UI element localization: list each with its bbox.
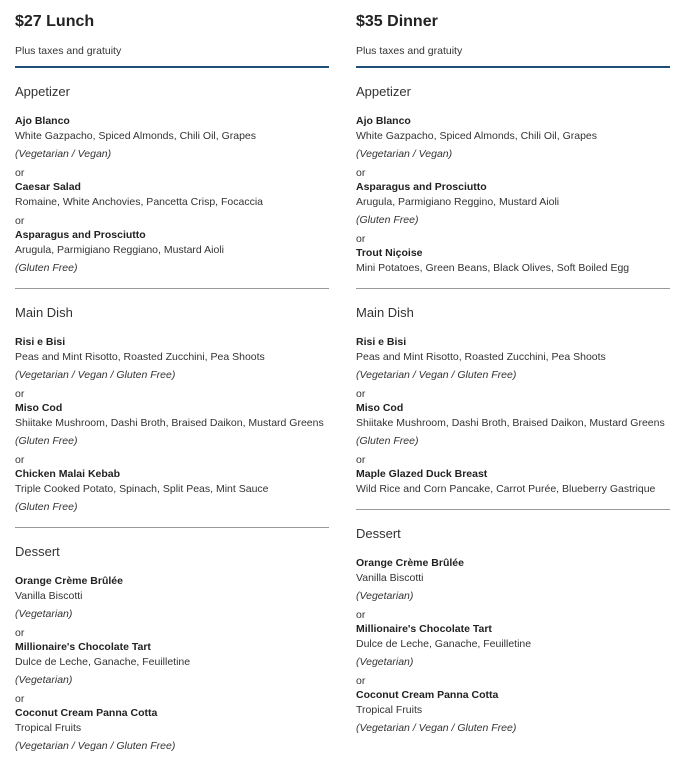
section-title: Dessert	[15, 544, 60, 559]
item-name: Coconut Cream Panna Cotta	[356, 689, 499, 701]
menu-item	[356, 467, 670, 497]
section-title: Appetizer	[15, 84, 70, 99]
menu-item	[356, 246, 670, 276]
or-separator: or	[356, 167, 366, 179]
item-description: Peas and Mint Risotto, Roasted Zucchini, Pea Shoots	[356, 351, 606, 363]
item-name: Risi e Bisi	[15, 336, 66, 348]
menu-item	[356, 688, 670, 736]
item-description: Wild Rice and Corn Pancake, Carrot Purée, Blueberry Gastrique	[356, 483, 656, 495]
section-title: Main Dish	[356, 305, 414, 320]
item-description: Shiitake Mushroom, Dashi Broth, Braised Daikon, Mustard Greens	[15, 417, 324, 429]
item-diet-note: (Gluten Free)	[15, 501, 78, 513]
item-description: Dulce de Leche, Ganache, Feuilletine	[356, 638, 532, 650]
section-main-dish	[15, 289, 329, 528]
item-name: Maple Glazed Duck Breast	[356, 468, 488, 480]
menu-title: $27 Lunch	[15, 13, 95, 30]
item-description: Arugula, Parmigiano Reggiano, Mustard Aioli	[15, 244, 224, 256]
item-name: Millionaire's Chocolate Tart	[356, 623, 492, 635]
item-description: Shiitake Mushroom, Dashi Broth, Braised Daikon, Mustard Greens	[356, 417, 665, 429]
menu-item	[15, 706, 329, 754]
item-name: Orange Crème Brûlée	[15, 575, 123, 587]
item-name: Miso Cod	[356, 402, 404, 414]
item-name: Orange Crème Brûlée	[356, 557, 464, 569]
lunch-menu-column	[15, 0, 329, 766]
menu-item	[15, 335, 329, 383]
section-title: Dessert	[356, 526, 401, 541]
item-description: Mini Potatoes, Green Beans, Black Olives, Soft Boiled Egg	[356, 262, 630, 274]
or-separator: or	[356, 609, 366, 621]
item-diet-note: (Vegetarian / Vegan)	[15, 148, 112, 160]
or-separator: or	[356, 388, 366, 400]
item-name: Asparagus and Prosciutto	[15, 229, 146, 241]
item-diet-note: (Vegetarian / Vegan / Gluten Free)	[15, 740, 176, 752]
section-appetizer	[356, 68, 670, 289]
menu-item	[356, 556, 670, 604]
menu-item	[15, 640, 329, 688]
item-description: White Gazpacho, Spiced Almonds, Chili Oil, Grapes	[356, 130, 598, 142]
item-name: Ajo Blanco	[356, 115, 411, 127]
menu-item	[15, 401, 329, 449]
section-appetizer	[15, 68, 329, 289]
section-dessert	[356, 510, 670, 748]
item-name: Trout Niçoise	[356, 247, 423, 259]
menu-item	[356, 335, 670, 383]
or-separator: or	[15, 454, 25, 466]
or-separator: or	[356, 675, 366, 687]
menu-item	[15, 114, 329, 162]
menu-subtitle: Plus taxes and gratuity	[356, 45, 463, 57]
item-description: White Gazpacho, Spiced Almonds, Chili Oil, Grapes	[15, 130, 257, 142]
item-name: Chicken Malai Kebab	[15, 468, 121, 480]
item-diet-note: (Vegetarian / Vegan / Gluten Free)	[356, 369, 517, 381]
item-description: Romaine, White Anchovies, Pancetta Crisp, Focaccia	[15, 196, 264, 208]
item-name: Risi e Bisi	[356, 336, 407, 348]
section-main-dish	[356, 289, 670, 510]
item-diet-note: (Vegetarian / Vegan / Gluten Free)	[15, 369, 176, 381]
menu-title: $35 Dinner	[356, 13, 438, 30]
or-separator: or	[15, 627, 25, 639]
item-diet-note: (Vegetarian / Vegan)	[356, 148, 453, 160]
item-description: Arugula, Parmigiano Reggino, Mustard Aioli	[356, 196, 560, 208]
item-description: Vanilla Biscotti	[356, 572, 424, 584]
or-separator: or	[15, 167, 25, 179]
or-separator: or	[15, 215, 25, 227]
dinner-menu-column	[356, 0, 670, 748]
section-title: Main Dish	[15, 305, 73, 320]
item-diet-note: (Vegetarian)	[15, 608, 73, 620]
or-separator: or	[15, 693, 25, 705]
item-diet-note: (Gluten Free)	[356, 214, 419, 226]
item-name: Asparagus and Prosciutto	[356, 181, 487, 193]
item-description: Vanilla Biscotti	[15, 590, 83, 602]
menu-item	[356, 622, 670, 670]
item-diet-note: (Vegetarian / Vegan / Gluten Free)	[356, 722, 517, 734]
menu-item	[15, 228, 329, 276]
item-description: Tropical Fruits	[15, 722, 82, 734]
menu-item	[356, 180, 670, 228]
menu-item	[15, 467, 329, 515]
item-name: Ajo Blanco	[15, 115, 70, 127]
menu-item	[356, 401, 670, 449]
item-diet-note: (Vegetarian)	[356, 656, 414, 668]
item-diet-note: (Gluten Free)	[15, 435, 78, 447]
or-separator: or	[356, 233, 366, 245]
item-name: Caesar Salad	[15, 181, 81, 193]
item-diet-note: (Gluten Free)	[356, 435, 419, 447]
item-name: Miso Cod	[15, 402, 63, 414]
section-title: Appetizer	[356, 84, 411, 99]
item-description: Peas and Mint Risotto, Roasted Zucchini, Pea Shoots	[15, 351, 265, 363]
menu-subtitle: Plus taxes and gratuity	[15, 45, 122, 57]
item-diet-note: (Vegetarian)	[15, 674, 73, 686]
item-description: Tropical Fruits	[356, 704, 423, 716]
item-diet-note: (Vegetarian)	[356, 590, 414, 602]
menu-item	[356, 114, 670, 162]
menu-item	[15, 180, 329, 210]
item-name: Millionaire's Chocolate Tart	[15, 641, 151, 653]
or-separator: or	[15, 388, 25, 400]
item-description: Dulce de Leche, Ganache, Feuilletine	[15, 656, 191, 668]
item-name: Coconut Cream Panna Cotta	[15, 707, 158, 719]
item-description: Triple Cooked Potato, Spinach, Split Peas, Mint Sauce	[15, 483, 269, 495]
or-separator: or	[356, 454, 366, 466]
menu-item	[15, 574, 329, 622]
item-diet-note: (Gluten Free)	[15, 262, 78, 274]
section-dessert	[15, 528, 329, 766]
